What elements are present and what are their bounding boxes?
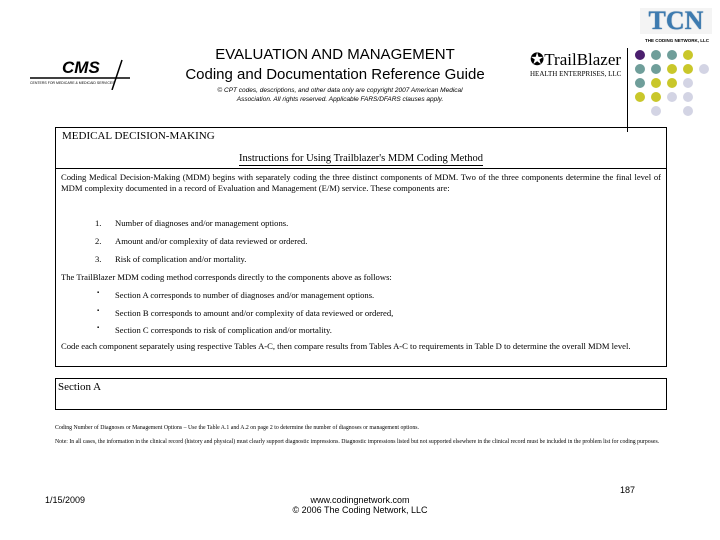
- dot: [683, 106, 693, 116]
- section-a-text: Coding Number of Diagnoses or Management Options – Use the Table A.1 and A.2 on page 2 to determine the number of diagnoses or management options. Note: In all cases, the information in the clinical record (history and physical) must clearly support diagnostic impressions. Diagnostic impressions listed but not supported elsewhere in the clinical record must be included in the problem list for coding purposes.: [55, 425, 660, 445]
- dot: [699, 64, 709, 74]
- dot: [635, 78, 645, 88]
- dot: [667, 64, 677, 74]
- dot: [667, 92, 677, 102]
- mdm-heading: MEDICAL DECISION-MAKING: [62, 130, 215, 142]
- dot: [651, 92, 661, 102]
- method-intro: The TrailBlazer MDM coding method corresponds directly to the components above as follows:: [61, 272, 392, 282]
- dot: [667, 78, 677, 88]
- cms-logo: CMS CENTERS FOR MEDICARE & MEDICAID SERVICES: [30, 58, 130, 88]
- list-item: Section C corresponds to risk of complication and/or mortality.: [115, 325, 332, 335]
- dot: [683, 50, 693, 60]
- list-num: 1.: [95, 218, 102, 228]
- tcn-logo: TCN: [640, 8, 712, 34]
- section-a-heading: Section A: [58, 381, 102, 393]
- closing-text: Code each component separately using respective Tables A-C, then compare results from Tables A-C to requirements in Table D to determine the overall MDM level.: [61, 341, 631, 351]
- dot: [651, 106, 661, 116]
- doc-subtitle: Coding and Documentation Reference Guide: [185, 66, 485, 83]
- list-item: Number of diagnoses and/or management options.: [115, 218, 289, 228]
- dot: [683, 78, 693, 88]
- footer-site: www.codingnetwork.com © 2006 The Coding Network, LLC: [292, 495, 428, 515]
- star-icon: ✪: [530, 50, 545, 69]
- divider: [627, 48, 628, 132]
- trailblazer-sub: HEALTH ENTERPRISES, LLC: [530, 70, 622, 78]
- list-item: Section A corresponds to number of diagnoses and/or management options.: [115, 290, 375, 300]
- tcn-sub: THE CODING NETWORK, LLC: [645, 38, 709, 43]
- page-number: 187: [620, 485, 636, 495]
- bullet-icon: ▪: [97, 325, 100, 331]
- dot: [651, 78, 661, 88]
- bullet-icon: ▪: [97, 308, 100, 314]
- dot: [667, 50, 677, 60]
- dot: [683, 92, 693, 102]
- dot: [635, 64, 645, 74]
- trailblazer-logo: ✪TrailBlazer: [530, 50, 622, 69]
- list-num: 2.: [95, 236, 102, 246]
- list-item: Amount and/or complexity of data reviewed or ordered.: [115, 236, 308, 246]
- intro-text: Coding Medical Decision-Making (MDM) begins with separately coding the three distinct components of MDM. Two of the three components determine the final level of MDM complexity documented in a record of Evaluation and Management (E/M) service. These components are:: [61, 172, 661, 193]
- list-num: 3.: [95, 254, 102, 264]
- dot: [635, 92, 645, 102]
- dot-pattern: [634, 50, 720, 120]
- dot: [651, 50, 661, 60]
- dot: [651, 64, 661, 74]
- list-item: Risk of complication and/or mortality.: [115, 254, 247, 264]
- copyright-notice: © CPT codes, descriptions, and other data only are copyright 2007 American Medical Association. All rights reserved. Applicable FARS/DFARS clauses apply.: [217, 87, 463, 103]
- dot: [635, 50, 645, 60]
- divider: [55, 168, 667, 169]
- dot: [683, 64, 693, 74]
- bullet-icon: ▪: [97, 290, 100, 296]
- footer-date: 1/15/2009: [45, 495, 86, 505]
- list-item: Section B corresponds to amount and/or complexity of data reviewed or ordered,: [115, 308, 394, 318]
- instructions-title: Instructions for Using Trailblazer's MDM Coding Method: [239, 153, 483, 164]
- section-a-box: [55, 378, 667, 410]
- doc-title: EVALUATION AND MANAGEMENT: [215, 46, 455, 63]
